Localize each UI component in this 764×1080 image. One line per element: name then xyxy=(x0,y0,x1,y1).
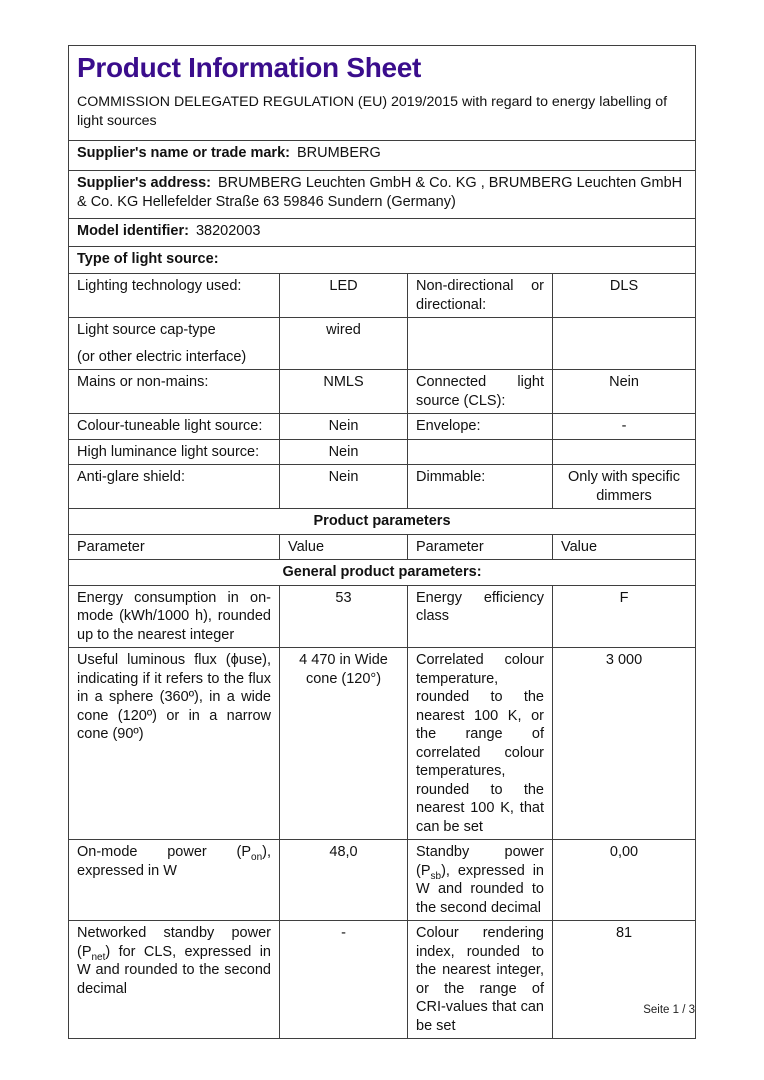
row-title xyxy=(69,46,696,141)
section-title: Product parameters xyxy=(69,509,696,535)
supplier-name-label: Supplier's name or trade mark: xyxy=(77,145,290,161)
row-supplier-address xyxy=(69,171,696,219)
cap-type-note: (or other electric interface) xyxy=(77,348,247,365)
column-header: Parameter xyxy=(408,534,553,560)
row-type-of-light-source xyxy=(69,247,696,274)
supplier-name-value: BRUMBERG xyxy=(296,145,381,161)
row-networked-standby-power xyxy=(69,921,696,1039)
param-cell: Energy consumption in on-mode (kWh/1000 h), rounded up to the nearest integer xyxy=(69,585,280,648)
value-cell: 48,0 xyxy=(280,840,408,921)
row-mains xyxy=(69,370,696,414)
model-identifier-value: 38202003 xyxy=(195,223,261,239)
row-lighting-technology xyxy=(69,274,696,318)
param-cell xyxy=(408,318,553,370)
page-number: Seite 1 / 3 xyxy=(643,1004,695,1016)
value-cell: F xyxy=(553,585,696,648)
model-identifier-label: Model identifier: xyxy=(77,223,189,239)
param-cell: Lighting technology used: xyxy=(69,274,280,318)
value-cell: 0,00 xyxy=(553,840,696,921)
value-cell: 3 000 xyxy=(553,648,696,840)
value-cell: NMLS xyxy=(280,370,408,414)
row-model-identifier xyxy=(69,219,696,247)
type-of-light-source-label: Type of light source: xyxy=(77,251,219,267)
column-header: Parameter xyxy=(69,534,280,560)
value-cell: LED xyxy=(280,274,408,318)
row-anti-glare xyxy=(69,465,696,509)
value-cell: 53 xyxy=(280,585,408,648)
page-title: Product Information Sheet xyxy=(77,52,422,83)
param-cell: On-mode power $(P_{on})$, expressed in W xyxy=(69,840,280,921)
param-cell: Correlated colour temperature, rounded to the nearest 100 K, or the range of correlated colour temperatures, rounded to the nearest 100 K, that can be set xyxy=(408,648,553,840)
param-cell xyxy=(408,439,553,465)
column-header: Value xyxy=(280,534,408,560)
value-cell: wired xyxy=(280,318,408,370)
row-supplier-name xyxy=(69,141,696,171)
row-high-luminance xyxy=(69,439,696,465)
param-cell: Networked standby power $(P_{net})$ for CLS, expressed in W and rounded to the second decimal xyxy=(69,921,280,1039)
value-cell xyxy=(553,318,696,370)
title-cell xyxy=(69,46,696,141)
row-useful-luminous-flux xyxy=(69,648,696,840)
param-cell: Dimmable: xyxy=(408,465,553,509)
value-cell xyxy=(553,439,696,465)
param-cell: Anti-glare shield: xyxy=(69,465,280,509)
regulation-subtitle: COMMISSION DELEGATED REGULATION (EU) 2019/2015 with regard to energy labelling of light sources xyxy=(77,94,668,129)
param-cell: Colour rendering index, rounded to the nearest integer, or the range of CRI-values that can be set xyxy=(408,921,553,1039)
row-product-parameters-header xyxy=(69,509,696,535)
param-cell: Useful luminous flux (ϕuse), indicating if it refers to the flux in a sphere (360º), in a wide cone (120º) or in a narrow cone (90º) xyxy=(69,648,280,840)
param-cell: Mains or non-mains: xyxy=(69,370,280,414)
param-cell: Colour-tuneable light source: xyxy=(69,414,280,440)
row-cap-type xyxy=(69,318,696,370)
param-cell: Connected light source (CLS): xyxy=(408,370,553,414)
row-general-parameters-header xyxy=(69,560,696,586)
value-cell: - xyxy=(280,921,408,1039)
value-cell: Nein xyxy=(280,414,408,440)
param-cell xyxy=(69,318,280,370)
value-cell: - xyxy=(553,414,696,440)
row-colour-tuneable xyxy=(69,414,696,440)
product-information-table xyxy=(68,45,696,1039)
param-cell: Envelope: xyxy=(408,414,553,440)
supplier-address-label: Supplier's address: xyxy=(77,175,211,191)
param-cell: Non-directional or directional: xyxy=(408,274,553,318)
value-cell: 4 470 in Wide cone (120°) xyxy=(280,648,408,840)
value-cell: Nein xyxy=(280,465,408,509)
row-energy-consumption xyxy=(69,585,696,648)
column-header: Value xyxy=(553,534,696,560)
cap-type-label: Light source cap-type xyxy=(77,322,216,338)
param-cell: Standby power $(P_{sb})$, expressed in W and rounded to the second decimal xyxy=(408,840,553,921)
row-column-headers xyxy=(69,534,696,560)
value-cell: DLS xyxy=(553,274,696,318)
param-cell: High luminance light source: xyxy=(69,439,280,465)
group-title: General product parameters: xyxy=(69,560,696,586)
value-cell: Nein xyxy=(280,439,408,465)
value-cell: Only with specific dimmers xyxy=(553,465,696,509)
value-cell: Nein xyxy=(553,370,696,414)
param-cell: Energy efficiency class xyxy=(408,585,553,648)
supplier-address-value: BRUMBERG Leuchten GmbH & Co. KG , BRUMBERG Leuchten GmbH & Co. KG Hellefelder Straße 63 59846 Sundern (Germany) xyxy=(77,175,683,210)
value-cell: 81 xyxy=(553,921,696,1039)
row-on-mode-power xyxy=(69,840,696,921)
